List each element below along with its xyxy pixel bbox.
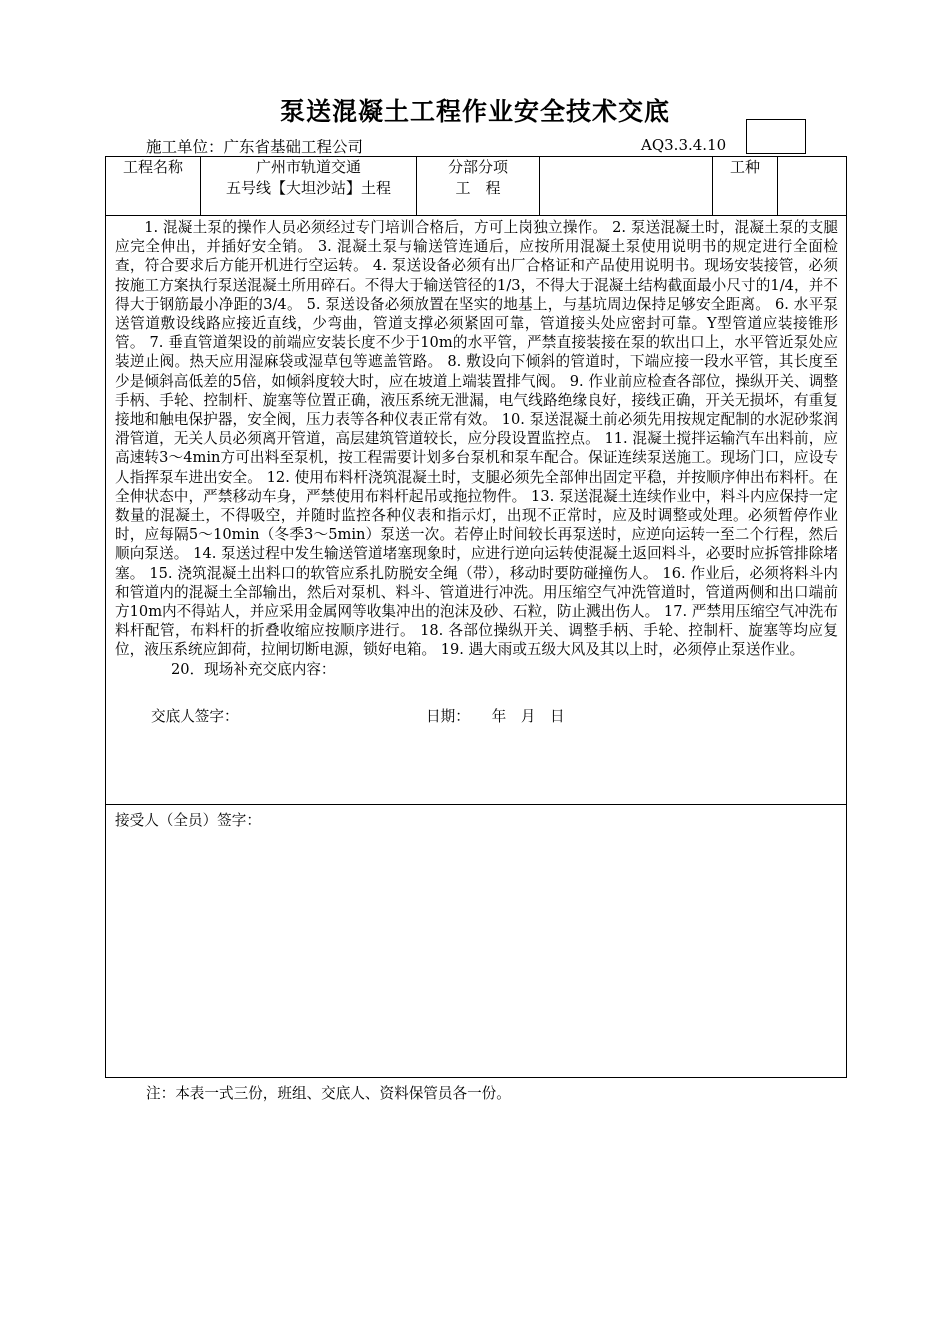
receiver-cell[interactable]: [106, 805, 847, 1078]
trade-value[interactable]: [778, 157, 847, 216]
document-title: 泵送混凝土工程作业安全技术交底: [279, 97, 670, 126]
trade-label: 工种: [713, 157, 778, 216]
construction-unit: 施工单位：广东省基础工程公司: [146, 138, 364, 156]
receiver-row: [106, 805, 847, 1078]
footer-note: 注：本表一式三份，班组、交底人、资料保管员各一份。: [146, 1085, 511, 1102]
signature-row: [115, 707, 838, 727]
project-name-line2: 五号线【大坦沙站】土程: [225, 179, 391, 197]
form-code: AQ3.3.4.10: [641, 136, 727, 154]
sub-project-label-line1: 分部分项: [447, 158, 508, 176]
safety-rules-paragraph: 1. 混凝土泵的操作人员必须经过专门培训合格后，方可上岗独立操作。 2. 泵送混凝土时，混凝土泵的支腿应完全伸出，并插好安全销。 3. 混凝土泵与输送管连通后，应按所用混凝土泵使用说明书的规定进行全面检查，符合要求后方能开机进行空运转。 4. 泵送设备必须有出厂合格证和产品使用说明书。现场安装接管，必须按施工方案执行泵送混凝土所用碎石。不得大于输送管径的1/3，不得大于混凝土结构截面最小尺寸的1/4，并不得大于钢筋最小净距的3/4。 5. 泵送设备必须放置在坚实的地基上，与基坑周边保持足够安全距离。 6. 水平泵送管道敷设线路应接近直线，少弯曲，管道支撑必须紧固可靠，管道接头处应密封可靠。Y型管道应装接锥形管。 7. 垂直管道架设的前端应安装长度不少于10m的水平管，严禁直接装接在泵的软出口上，水平管近泵处应装逆止阀。热天应用湿麻袋或湿草包等遮盖管路。 8. 敷设向下倾斜的管道时，下端应接一段水平管，其长度至少是倾斜高低差的5倍，如倾斜度较大时，应在坡道上端装置排气阀。 9. 作业前应检查各部位，操纵开关、调整手柄、手轮、控制杆、旋塞等位置正确，液压系统无泄漏，电气线路绝缘良好，接线正确，开关无损坏，有重复接地和触电保护器，安全阀，压力表等各种仪表正常有效。 10. 泵送混凝土前必须先用按规定配制的水泥砂浆润滑管道，无关人员必须离开管道，高层建筑管道较长，应分段设置监控点。 11. 混凝土搅拌运输汽车出料前，应高速转3～4min方可出料至泵机，按工程需要计划多台泵机和泵车配合。保证连续泵送施工。现场门口，应设专人指挥泵车进出安全。 12. 使用布料杆浇筑混凝土时，支腿必须先全部伸出固定平稳，并按顺序伸出布料杆。在全伸状态中，严禁移动车身，严禁使用布料杆起吊或拖拉物件。 13. 泵送混凝土连续作业中，料斗内应保持一定数量的混凝土，不得吸空，并随时监控各种仪表和指示灯，出现不正常时，应及时调整或处理。必须暂停作业时，应每隔5～10min（冬季3～5min）泵送一次。若停止时间较长再泵送时，应逆向运转一至二个行程，然后顺向泵送。 14. 泵送过程中发生输送管道堵塞现象时，应进行逆向运转使混凝土返回料斗，必要时应拆管排除堵塞。 15. 浇筑混凝土出料口的软管应系扎防脱安全绳（带），移动时要防碰撞伤人。 16. 作业后，必须将料斗内和管道内的混凝土全部输出，然后对泵机、料斗、管道进行冲洗。用压缩空气冲洗管道时，管道两侧和出口端前方10m内不得站人，并应采用金属网等收集冲出的泡沫及砂、石粒，防止溅出伤人。 17. 严禁用压缩空气冲洗布料杆配管，布料杆的折叠收缩应按顺序进行。 18. 各部位操纵开关、调整手柄、手轮、控制杆、旋塞等均应复位，液压系统应卸荷，拉闸切断电源，锁好电箱。 19. 遇大雨或五级大风及其以上时，必须停止泵送作业。: [115, 219, 838, 659]
header-row: [106, 157, 847, 216]
project-name-label: 工程名称: [106, 157, 201, 216]
content-row: [106, 216, 847, 805]
disclosure-form-table: [105, 156, 847, 1078]
content-cell: [106, 216, 847, 805]
form-code-box: [746, 119, 806, 154]
supplementary-content-label: 20．现场补充交底内容：: [171, 660, 336, 678]
receiver-signature-label: 接受人（全员）签字：: [115, 812, 261, 829]
sub-project-value[interactable]: [540, 157, 713, 216]
project-name-value: [201, 157, 417, 216]
discloser-signature-label: 交底人签字：: [151, 707, 239, 725]
project-name-line1: 广州市轨道交通: [255, 158, 361, 176]
date-label: 日期： 年 月 日: [426, 707, 565, 725]
sub-project-label: [417, 157, 540, 216]
sub-project-label-line2: 工 程: [455, 179, 501, 197]
